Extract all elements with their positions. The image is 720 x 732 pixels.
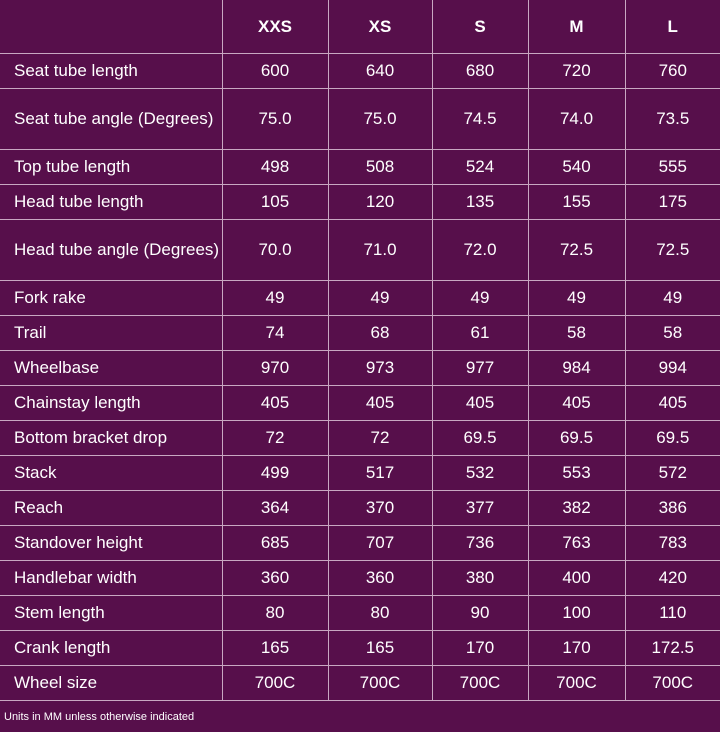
table-row [0,526,720,561]
size-header-m: M [528,0,625,54]
table-cell: 49 [222,281,328,316]
table-cell: 58 [625,316,720,351]
table-row [0,89,720,150]
row-label: Handlebar width [0,561,222,596]
table-cell: 720 [528,54,625,89]
size-header-l: L [625,0,720,54]
table-cell: 405 [328,386,432,421]
table-cell: 74 [222,316,328,351]
table-cell: 175 [625,185,720,220]
table-cell: 984 [528,351,625,386]
table-cell: 165 [328,631,432,666]
table-row [0,491,720,526]
table-cell: 69.5 [625,421,720,456]
table-row [0,596,720,631]
table-cell: 572 [625,456,720,491]
table-row [0,281,720,316]
table-cell: 72 [328,421,432,456]
row-label: Wheelbase [0,351,222,386]
table-cell: 555 [625,150,720,185]
header-corner [0,0,222,54]
table-row [0,54,720,89]
table-row [0,666,720,701]
row-label: Reach [0,491,222,526]
table-cell: 49 [528,281,625,316]
table-cell: 498 [222,150,328,185]
table-cell: 360 [328,561,432,596]
table-cell: 73.5 [625,89,720,150]
table-cell: 700C [625,666,720,701]
row-label: Wheel size [0,666,222,701]
table-cell: 700C [328,666,432,701]
table-cell: 640 [328,54,432,89]
table-cell: 360 [222,561,328,596]
table-cell: 170 [432,631,528,666]
row-label: Stem length [0,596,222,631]
table-cell: 105 [222,185,328,220]
table-row [0,631,720,666]
table-cell: 977 [432,351,528,386]
table-cell: 74.5 [432,89,528,150]
row-label: Crank length [0,631,222,666]
row-label: Top tube length [0,150,222,185]
table-cell: 760 [625,54,720,89]
table-cell: 405 [625,386,720,421]
table-cell: 405 [222,386,328,421]
table-row [0,185,720,220]
table-cell: 763 [528,526,625,561]
row-label: Head tube angle (Degrees) [0,220,222,281]
table-cell: 600 [222,54,328,89]
table-row [0,316,720,351]
table-cell: 405 [432,386,528,421]
row-label: Fork rake [0,281,222,316]
row-label: Stack [0,456,222,491]
table-cell: 110 [625,596,720,631]
table-cell: 155 [528,185,625,220]
table-cell: 685 [222,526,328,561]
table-row [0,421,720,456]
table-row [0,386,720,421]
table-cell: 377 [432,491,528,526]
row-label: Trail [0,316,222,351]
size-header-xs: XS [328,0,432,54]
table-cell: 994 [625,351,720,386]
table-cell: 532 [432,456,528,491]
table-cell: 100 [528,596,625,631]
table-row [0,456,720,491]
table-cell: 58 [528,316,625,351]
table-cell: 364 [222,491,328,526]
table-cell: 170 [528,631,625,666]
units-footnote: Units in MM unless otherwise indicated [4,711,195,723]
table-cell: 973 [328,351,432,386]
table-row [0,150,720,185]
table-cell: 700C [222,666,328,701]
table-cell: 970 [222,351,328,386]
table-cell: 405 [528,386,625,421]
table-cell: 75.0 [222,89,328,150]
table-cell: 72.5 [528,220,625,281]
table-cell: 72 [222,421,328,456]
table-cell: 370 [328,491,432,526]
table-cell: 499 [222,456,328,491]
row-label: Seat tube angle (Degrees) [0,89,222,150]
table-cell: 420 [625,561,720,596]
table-cell: 72.5 [625,220,720,281]
table-cell: 90 [432,596,528,631]
table-cell: 80 [222,596,328,631]
table-cell: 135 [432,185,528,220]
table-cell: 75.0 [328,89,432,150]
row-label: Standover height [0,526,222,561]
table-cell: 80 [328,596,432,631]
header-row [0,0,720,54]
table-cell: 680 [432,54,528,89]
table-cell: 386 [625,491,720,526]
table-cell: 70.0 [222,220,328,281]
table-cell: 400 [528,561,625,596]
table-cell: 380 [432,561,528,596]
table-cell: 69.5 [528,421,625,456]
table-cell: 382 [528,491,625,526]
row-label: Seat tube length [0,54,222,89]
row-label: Chainstay length [0,386,222,421]
table-cell: 49 [432,281,528,316]
table-cell: 68 [328,316,432,351]
table-cell: 540 [528,150,625,185]
table-cell: 553 [528,456,625,491]
table-cell: 69.5 [432,421,528,456]
table-cell: 736 [432,526,528,561]
row-label: Bottom bracket drop [0,421,222,456]
table-cell: 49 [328,281,432,316]
table-cell: 72.0 [432,220,528,281]
table-cell: 172.5 [625,631,720,666]
table-row [0,351,720,386]
table-cell: 700C [432,666,528,701]
table-cell: 783 [625,526,720,561]
table-row [0,561,720,596]
row-label: Head tube length [0,185,222,220]
table-cell: 165 [222,631,328,666]
table-cell: 508 [328,150,432,185]
table-cell: 61 [432,316,528,351]
size-header-s: S [432,0,528,54]
table-cell: 707 [328,526,432,561]
table-cell: 120 [328,185,432,220]
table-cell: 49 [625,281,720,316]
table-cell: 524 [432,150,528,185]
table-cell: 700C [528,666,625,701]
table-row [0,220,720,281]
table-cell: 517 [328,456,432,491]
size-header-xxs: XXS [222,0,328,54]
table-cell: 74.0 [528,89,625,150]
table-cell: 71.0 [328,220,432,281]
